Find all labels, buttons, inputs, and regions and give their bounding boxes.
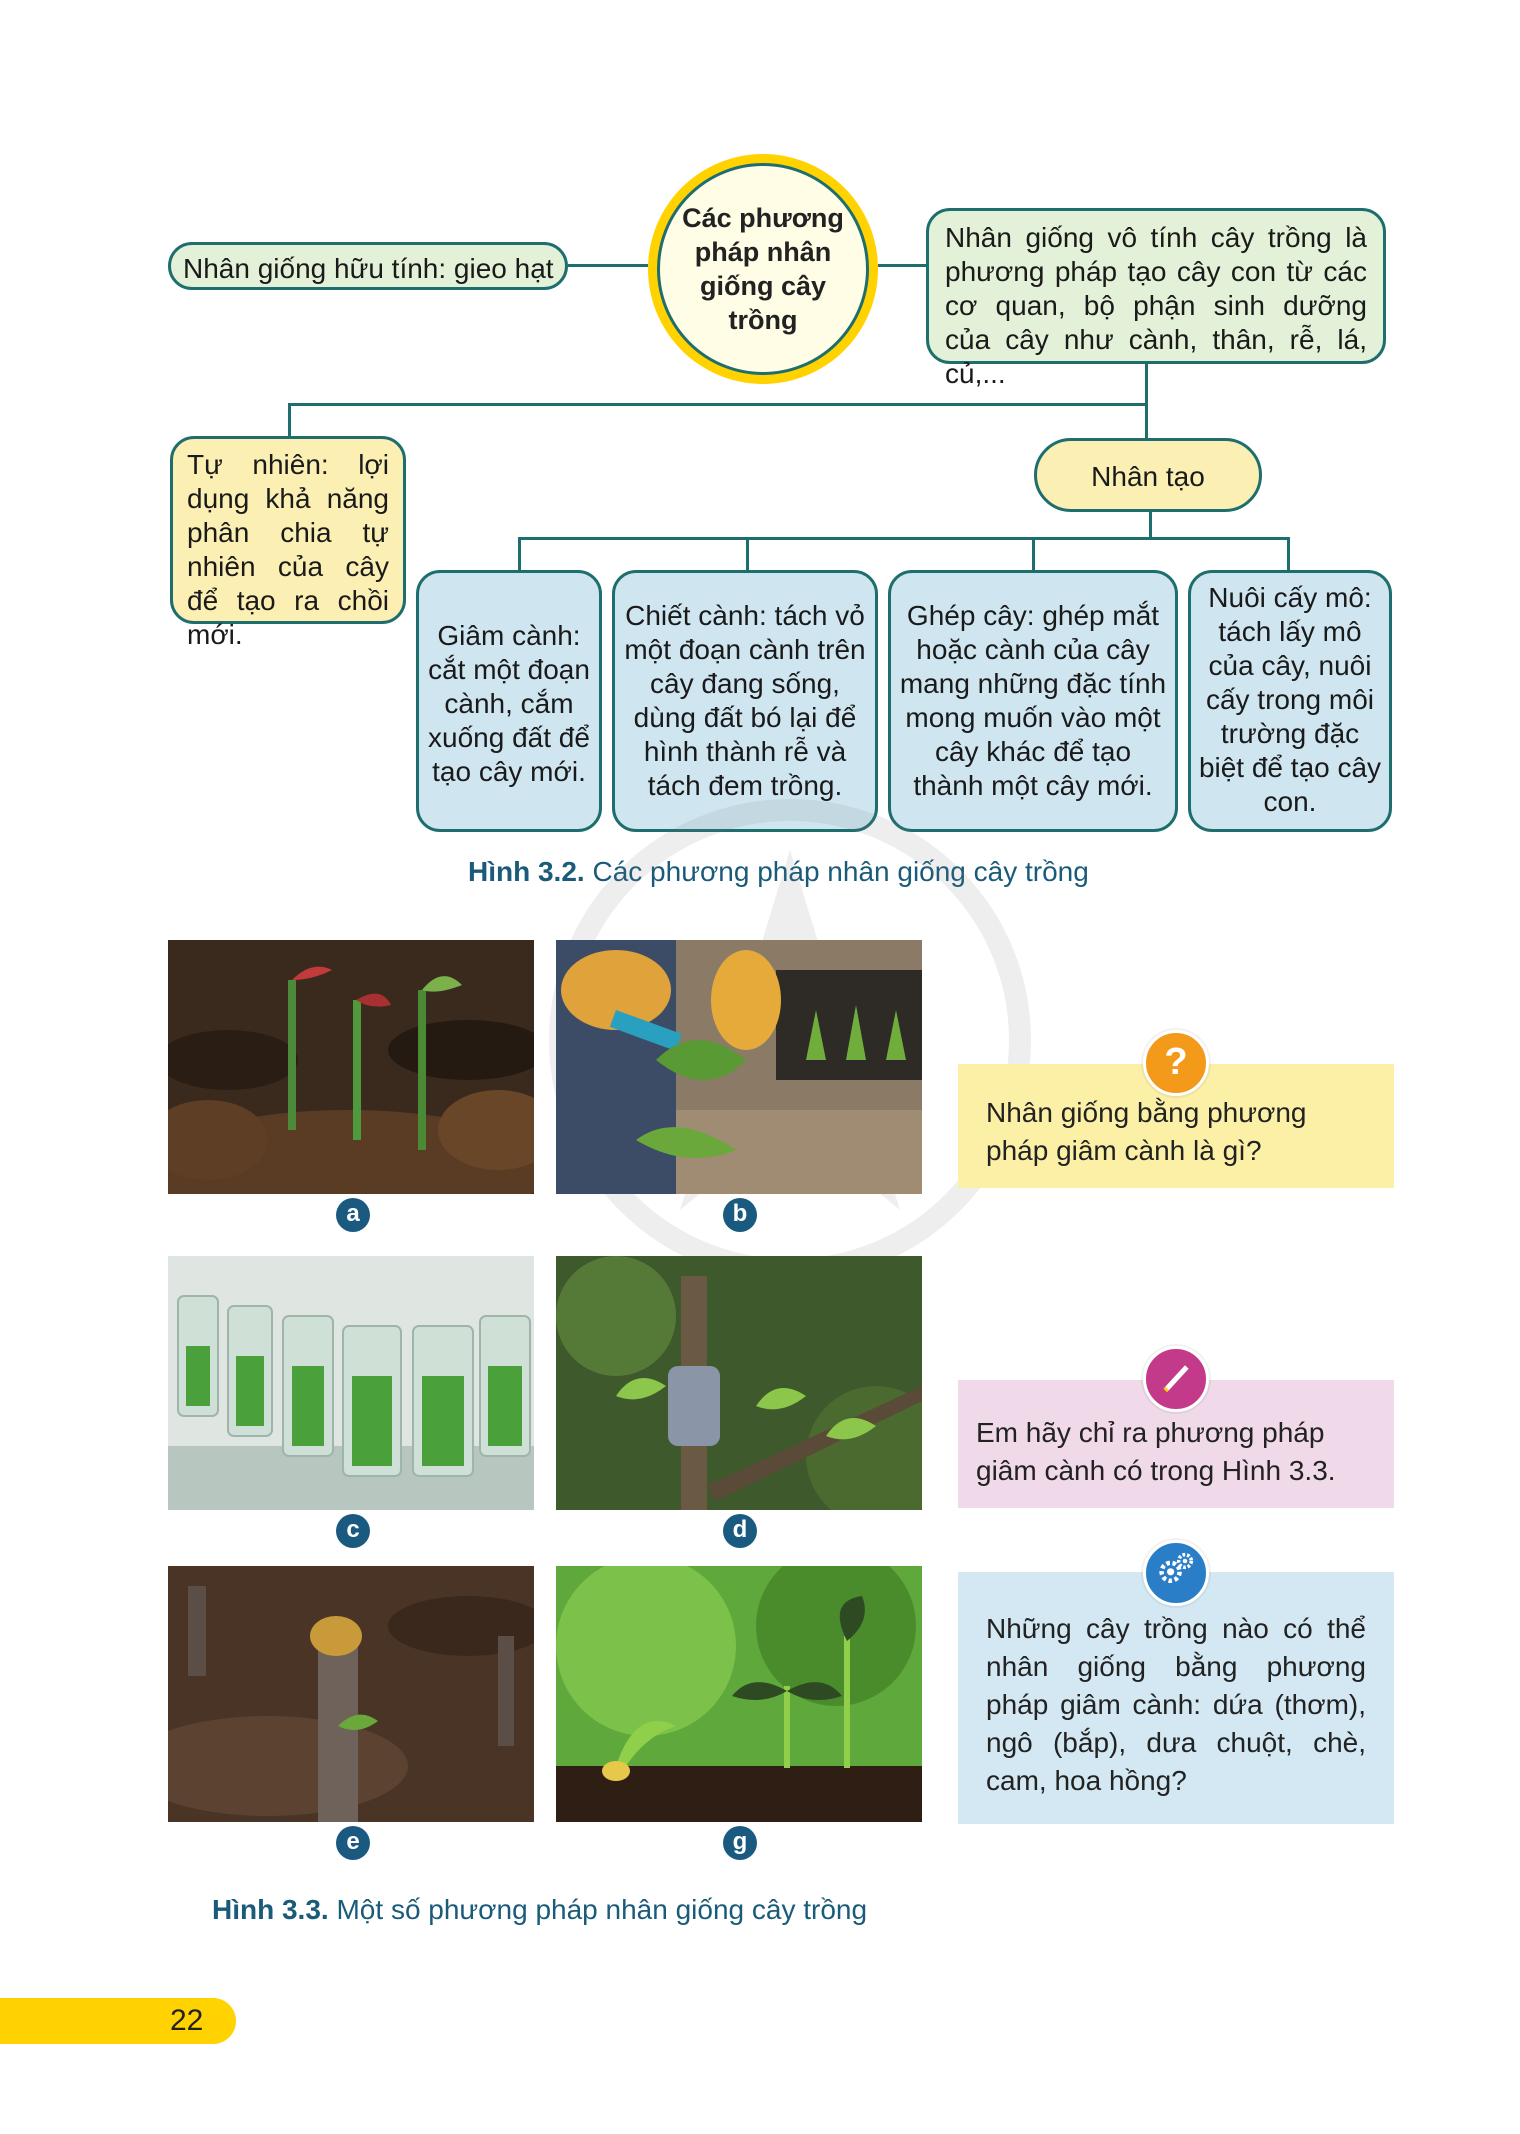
figure-3-2-text: Các phương pháp nhân giống cây trồng: [592, 856, 1089, 887]
gears-icon: [1143, 1540, 1209, 1606]
photo-g-seedlings: [556, 1566, 922, 1822]
question-text: Nhân giống bằng phương pháp giâm cành là gì?: [986, 1097, 1307, 1166]
photo-b-pruning: [556, 940, 922, 1194]
sexual-propagation-box: [168, 242, 568, 290]
center-title: Các phương pháp nhân giống cây trồng: [682, 203, 844, 335]
apply-text: Những cây trồng nào có thể nhân giống bằng phương pháp giâm cành: dứa (thơm), ngô (bắp), dưa chuột, chè, cam, hoa hồng?: [986, 1613, 1366, 1796]
figure-3-3-label: Hình 3.3.: [212, 1894, 329, 1925]
asexual-propagation-box: [926, 208, 1386, 389]
natural-method-box: [170, 436, 406, 650]
photo-a-rose-cuttings: [168, 940, 534, 1194]
asexual-propagation-text: Nhân giống vô tính cây trồng là phương pháp tạo cây con từ các cơ quan, bộ phận sinh dưỡng của cây như cành, thân, rễ, lá, củ,...: [945, 222, 1367, 389]
page-number-tab: [0, 1998, 236, 2044]
natural-method-text: Tự nhiên: lợi dụng khả năng phân chia tự nhiên của cây để tạo ra chồi mới.: [187, 449, 389, 650]
figure-3-2-label: Hình 3.2.: [468, 856, 585, 887]
connector-method-4: [1287, 537, 1290, 570]
photo-d-badge: d: [723, 1514, 757, 1548]
connector-asexual: [878, 264, 928, 267]
photo-d-air-layering: [556, 1256, 922, 1510]
question-icon: ?: [1143, 1030, 1209, 1096]
figure-3-3-text: Một số phương pháp nhân giống cây trồng: [336, 1894, 868, 1925]
photo-c-badge: c: [336, 1514, 370, 1548]
center-circle-inner: [657, 163, 869, 375]
connector-asexual-down: [1145, 362, 1148, 440]
connector-method-2: [746, 537, 749, 570]
figure-3-3-caption: [212, 1894, 867, 1926]
connector-natural: [288, 403, 291, 440]
apply-panel: [958, 1572, 1394, 1824]
artificial-method-box: [1034, 438, 1262, 512]
artificial-method-text: Nhân tạo: [1091, 461, 1205, 492]
connector-method-1: [518, 537, 521, 570]
page-number: 22: [170, 2004, 204, 2037]
photo-b-badge: b: [723, 1198, 757, 1232]
sexual-propagation-text: Nhân giống hữu tính: gieo hạt: [183, 253, 554, 284]
method-cutting-text: Giâm cành: cắt một đoạn cành, cắm xuống đất để tạo cây mới.: [428, 620, 590, 787]
method-tissue-culture-box: [1188, 570, 1392, 832]
method-tissue-culture-text: Nuôi cấy mô: tách lấy mô của cây, nuôi cấy trong môi trường đặc biệt để tạo cây con.: [1198, 582, 1382, 817]
connector-horizontal-top: [288, 403, 1148, 406]
photo-e-grafting: [168, 1566, 534, 1822]
photo-g-badge: g: [723, 1826, 757, 1860]
center-circle: [648, 154, 878, 384]
connector-method-3: [1032, 537, 1035, 570]
photo-c-tissue-culture-jars: [168, 1256, 534, 1510]
photo-a-badge: a: [336, 1198, 370, 1232]
method-layering-text: Chiết cành: tách vỏ một đoạn cành trên cây đang sống, dùng đất bó lại để hình thành rễ và tách đem trồng.: [624, 600, 866, 801]
connector-sexual: [568, 264, 648, 267]
exercise-text: Em hãy chỉ ra phương pháp giâm cành có trong Hình 3.3.: [976, 1417, 1336, 1486]
connector-horizontal-methods: [518, 537, 1290, 540]
pen-icon: [1143, 1346, 1209, 1412]
method-grafting-text: Ghép cây: ghép mắt hoặc cành của cây mang những đặc tính mong muốn vào một cây khác để tạo thành một cây mới.: [899, 600, 1167, 801]
connector-artificial-down: [1149, 512, 1152, 540]
photo-e-badge: e: [336, 1826, 370, 1860]
